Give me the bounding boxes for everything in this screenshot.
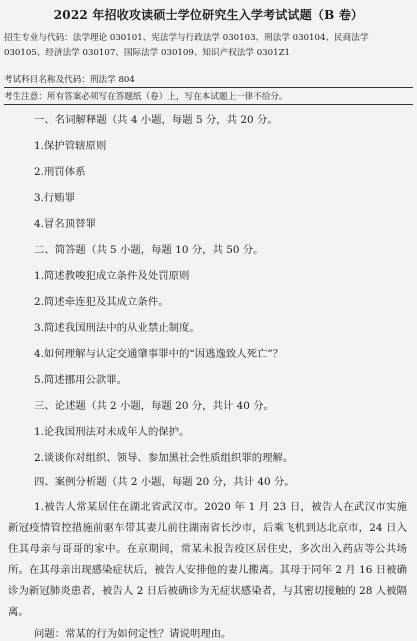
question-item: 2.谈谈你对组织、领导、参加黑社会性质组织罪的理解。 <box>34 452 294 464</box>
case-text: 1.被告人常某居住在湖北省武汉市。2020 年 1 月 23 日，被告人在武汉市实施新冠疫情管控措施前驱车带其妻儿前往湖南省长沙市，后乘飞机到达北京市，24 日入住其母亲与哥哥的家中。在京期间，常某未报告疫区居住史，多次出入药店等公共场所。在其母亲出现感染症状后，被告人安排他的妻儿搬离。其母于同年 2 月 16 日被确诊为新冠肺炎患者，被告人 2 日后被确诊为无症状感染者，与其密切接触的 28 人被隔离。 <box>8 501 407 618</box>
exam-title: 2022 年招收攻读硕士学位研究生入学考试试题（B 卷） <box>53 8 364 22</box>
question-item: 5.简述挪用公款罪。 <box>34 374 128 386</box>
question-content <box>8 113 407 641</box>
section-heading-4: 四、案例分析题（共 2 小题，每题 20 分，共计 40 分。 <box>34 476 295 488</box>
question-item: 2.简述牵连犯及其成立条件。 <box>34 296 169 308</box>
notice-box: 考生注意：所有答案必须写在答题纸（卷）上，写在本试题上一律不给分。 <box>4 87 413 105</box>
question-item: 4.如何理解与认定交通肇事罪中的“因逃逸致人死亡”？ <box>34 348 284 360</box>
major-info <box>4 31 413 61</box>
major-line-2: 030105、经济法学 030107、国际法学 030109、知识产权法学 0301Z1 <box>4 48 291 58</box>
section-heading-3: 三、论述题（共 2 小题，每题 20 分，共计 40 分。 <box>34 400 274 412</box>
question-item: 1.简述教唆犯成立条件及处罚原则 <box>34 270 190 282</box>
question-item: 1.论我国刑法对未成年人的保护。 <box>34 426 190 438</box>
section-heading-2: 二、简答题（共 5 小题，每题 10 分，共 50 分。 <box>34 244 264 256</box>
question-item: 1.保护管辖原则 <box>34 140 107 152</box>
question-item: 2.刑罚体系 <box>34 166 86 178</box>
subject-line: 考试科目名称及代码：刑法学 804 <box>4 75 135 85</box>
major-line-1: 招生专业与代码：法学理论 030101、宪法学与行政法学 030103、刑法学 030104、民商法学 <box>4 33 369 43</box>
case-question: 问题：常某的行为如何定性？请说明理由。 <box>34 628 232 640</box>
question-item: 3.行贿罪 <box>34 192 76 204</box>
question-item: 4.冒名顶替罪 <box>34 218 96 230</box>
question-item: 3.简述我国刑法中的从业禁止制度。 <box>34 322 200 334</box>
section-heading-1: 一、名词解释题（共 4 小题，每题 5 分，共 20 分。 <box>34 114 278 126</box>
